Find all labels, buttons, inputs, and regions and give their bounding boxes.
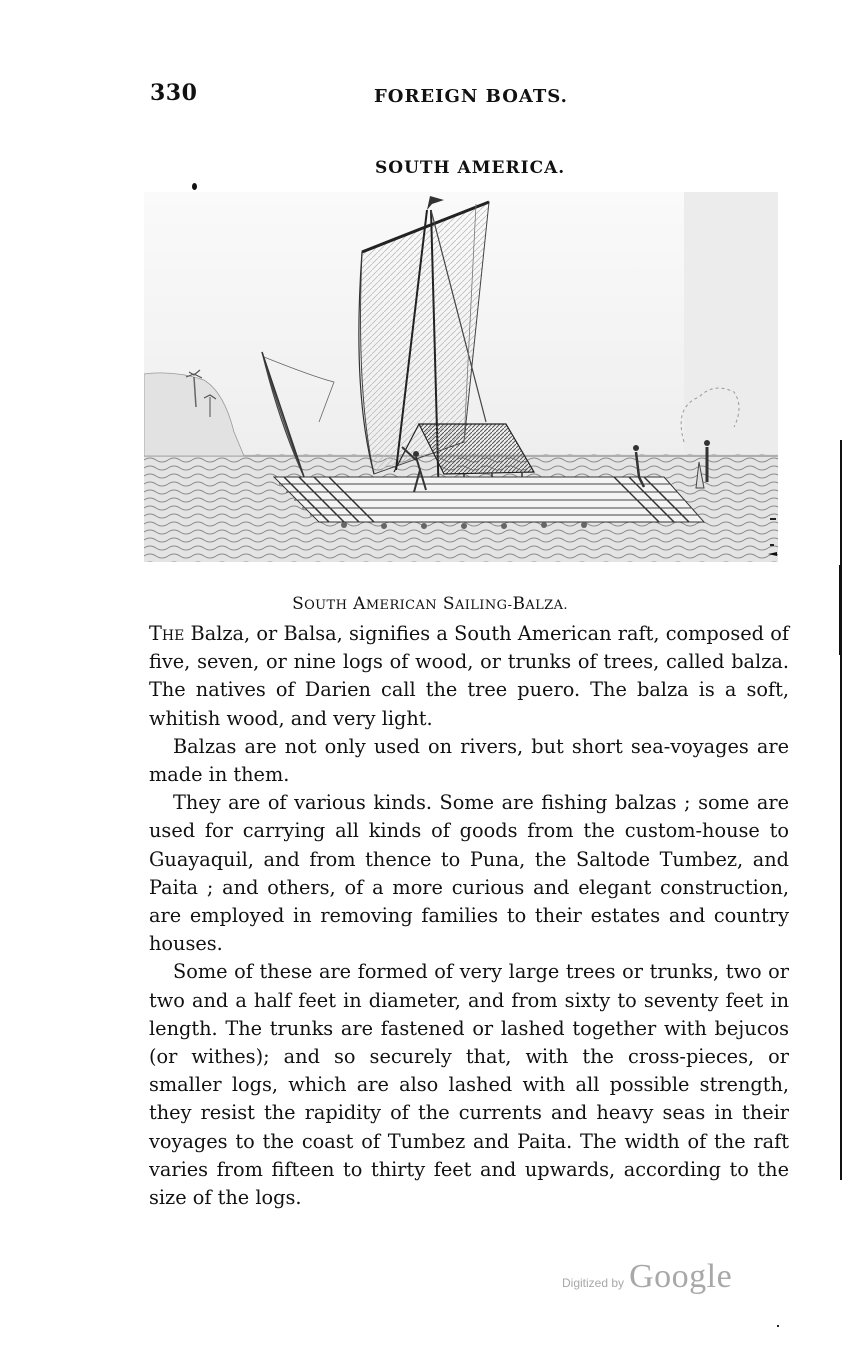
paragraph-2: Balzas are not only used on rivers, but short sea-voyages are made in them. bbox=[149, 734, 789, 787]
section-heading: SOUTH AMERICA. bbox=[375, 158, 566, 178]
paragraph-4: Some of these are formed of very large trees or trunks, two or two and a half feet in diameter, and from sixty to seventy feet in length. The trunks are fastened or lashed together with bejucos (or withes); and so securely that, with the cross-pieces, or smaller logs, which are also lashed with all possible strength, they resist the rapidity of the currents and heavy seas in their voyages to the coast of Tumbez and Paita. The width of the raft varies from fifteen to thirty feet and upwards, according to the size of the logs. bbox=[149, 960, 789, 1210]
figure-caption: SOUTH AMERICAN SAILING-BALZA. bbox=[292, 594, 568, 614]
digitized-watermark bbox=[562, 1258, 732, 1296]
page-number: 330 bbox=[150, 80, 198, 106]
running-head: FOREIGN BOATS. bbox=[374, 86, 568, 107]
ink-speck bbox=[192, 183, 197, 190]
watermark-prefix: Digitized by bbox=[562, 1276, 625, 1290]
figure-illustration bbox=[144, 192, 778, 562]
balsa-raft-engraving-icon bbox=[144, 192, 778, 562]
ink-dot bbox=[777, 1325, 779, 1327]
paragraph-1: The Balza, or Balsa, signifies a South American raft, composed of five, seven, or nine logs of wood, or trunks of trees, called balza. The natives of Darien call the tree puero. The balza is a soft, whitish wood, and very light. bbox=[149, 622, 789, 730]
page-edge-line-thick bbox=[839, 565, 842, 655]
paragraph-3: They are of various kinds. Some are fishing balzas ; some are used for carrying all kinds of goods from the custom-house to Guayaquil, and from thence to Puna, the Saltode Tumbez, and Paita ; and others, of a more curious and elegant construction, are employed in removing families to their estates and country houses. bbox=[149, 791, 789, 956]
body-text bbox=[149, 620, 789, 1212]
google-logo-icon: Google bbox=[629, 1258, 733, 1295]
lead-word: The bbox=[149, 622, 185, 645]
page-edge-line bbox=[840, 440, 842, 1180]
